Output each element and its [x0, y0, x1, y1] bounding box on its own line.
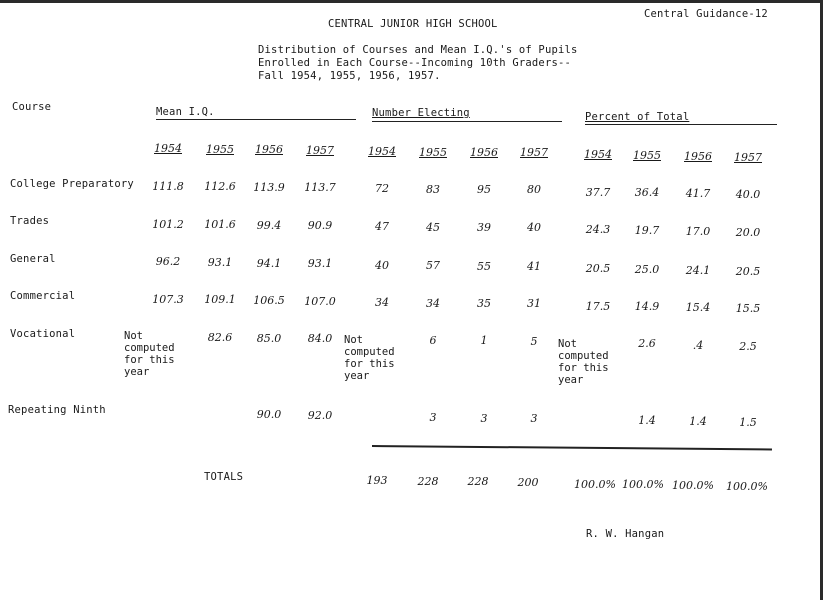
iq-value: 113.7 — [304, 181, 336, 194]
pct-value: 14.9 — [634, 300, 660, 313]
pct-value: 17.0 — [685, 225, 711, 238]
total-pct: 100.0% — [622, 478, 664, 491]
iq-value: 93.1 — [207, 256, 233, 269]
pct-value: 20.0 — [735, 226, 761, 239]
pct-value: 15.4 — [685, 301, 711, 314]
year-num-1955: 1955 — [419, 146, 447, 159]
iq-value: 96.2 — [155, 255, 181, 268]
title-line-3: Fall 1954, 1955, 1956, 1957. — [258, 70, 441, 82]
totals-rule — [372, 445, 772, 450]
pct-value: 1.4 — [689, 415, 707, 428]
num-value: 1 — [480, 334, 488, 347]
year-pct-1956: 1956 — [684, 150, 712, 163]
pct-value: 20.5 — [735, 265, 761, 278]
title-line-2: Enrolled in Each Course--Incoming 10th Graders-- — [258, 57, 572, 69]
iq-value: 101.2 — [152, 218, 184, 231]
pct-value: 41.7 — [685, 187, 711, 200]
signature: R. W. Hangan — [586, 528, 665, 540]
iq-value: 90.0 — [256, 408, 282, 421]
percent-total-rule — [585, 124, 777, 125]
num-value: 55 — [477, 260, 491, 273]
num-value: 3 — [429, 411, 437, 424]
num-value: 41 — [527, 260, 541, 273]
total-num: 228 — [467, 475, 489, 488]
not-computed-note-num: Not computed for this year — [344, 334, 395, 382]
total-num: 200 — [517, 476, 539, 489]
iq-value: 101.6 — [204, 218, 236, 231]
total-num: 193 — [366, 474, 388, 487]
num-value: 5 — [530, 335, 538, 348]
num-value: 3 — [480, 412, 488, 425]
iq-value: 109.1 — [204, 293, 236, 306]
iq-value: 107.0 — [304, 295, 336, 308]
pct-value: 2.6 — [638, 337, 656, 350]
year-iq-1956: 1956 — [255, 143, 283, 156]
iq-value: 92.0 — [307, 409, 333, 422]
course-label: Commercial — [10, 290, 76, 302]
year-pct-1955: 1955 — [633, 149, 661, 162]
not-computed-note-iq: Not computed for this year — [124, 330, 175, 378]
pct-value: 1.4 — [638, 414, 656, 427]
year-num-1956: 1956 — [470, 146, 498, 159]
pct-value: 20.5 — [585, 262, 611, 275]
number-electing-rule — [372, 121, 562, 122]
pct-value: 15.5 — [735, 302, 761, 315]
num-value: 72 — [375, 182, 389, 195]
course-label: General — [10, 253, 56, 265]
iq-value: 85.0 — [256, 332, 282, 345]
iq-value: 111.8 — [152, 180, 184, 193]
iq-value: 106.5 — [253, 294, 285, 307]
course-label: Vocational — [10, 328, 76, 340]
year-iq-1957: 1957 — [306, 144, 334, 157]
school-name: CENTRAL JUNIOR HIGH SCHOOL — [328, 18, 498, 30]
course-header: Course — [12, 101, 52, 113]
course-label: Trades — [10, 215, 50, 227]
iq-value: 82.6 — [207, 331, 233, 344]
year-num-1957: 1957 — [520, 146, 548, 159]
year-iq-1955: 1955 — [206, 143, 234, 156]
num-value: 83 — [426, 183, 440, 196]
iq-value: 84.0 — [307, 332, 333, 345]
num-value: 34 — [375, 296, 389, 309]
mean-iq-rule — [156, 119, 356, 120]
num-value: 6 — [429, 334, 437, 347]
pct-value: 40.0 — [735, 188, 761, 201]
iq-value: 94.1 — [256, 257, 282, 270]
iq-value: 99.4 — [256, 219, 282, 232]
num-value: 3 — [530, 412, 538, 425]
pct-value: 1.5 — [739, 416, 757, 429]
pct-value: 24.3 — [585, 223, 611, 236]
iq-value: 107.3 — [152, 293, 184, 306]
pct-value: .4 — [692, 339, 704, 352]
num-value: 47 — [375, 220, 389, 233]
num-value: 35 — [477, 297, 491, 310]
course-label: College Preparatory — [10, 178, 134, 190]
totals-label: TOTALS — [204, 471, 244, 483]
num-value: 40 — [527, 221, 541, 234]
number-electing-header: Number Electing — [372, 107, 470, 119]
pct-value: 25.0 — [634, 263, 660, 276]
page-edge-top — [0, 0, 823, 3]
pct-value: 37.7 — [585, 186, 611, 199]
total-pct: 100.0% — [726, 480, 768, 493]
year-pct-1954: 1954 — [584, 148, 612, 161]
num-value: 80 — [527, 183, 541, 196]
year-num-1954: 1954 — [368, 145, 396, 158]
iq-value: 90.9 — [307, 219, 333, 232]
num-value: 31 — [527, 297, 541, 310]
title-line-1: Distribution of Courses and Mean I.Q.'s of Pupils — [258, 44, 578, 56]
num-value: 45 — [426, 221, 440, 234]
pct-value: 19.7 — [634, 224, 660, 237]
total-pct: 100.0% — [672, 479, 714, 492]
num-value: 39 — [477, 221, 491, 234]
total-pct: 100.0% — [574, 478, 616, 491]
total-num: 228 — [417, 475, 439, 488]
course-label: Repeating Ninth — [8, 404, 106, 416]
num-value: 40 — [375, 259, 389, 272]
iq-value: 93.1 — [307, 257, 333, 270]
iq-value: 113.9 — [253, 181, 285, 194]
mean-iq-header: Mean I.Q. — [156, 106, 215, 118]
pct-value: 17.5 — [585, 300, 611, 313]
num-value: 95 — [477, 183, 491, 196]
pct-value: 36.4 — [634, 186, 660, 199]
not-computed-note-pct: Not computed for this year — [558, 338, 609, 386]
iq-value: 112.6 — [204, 180, 236, 193]
year-pct-1957: 1957 — [734, 151, 762, 164]
num-value: 34 — [426, 297, 440, 310]
pct-value: 24.1 — [685, 264, 711, 277]
pct-value: 2.5 — [739, 340, 757, 353]
num-value: 57 — [426, 259, 440, 272]
document-reference: Central Guidance-12 — [644, 8, 768, 20]
year-iq-1954: 1954 — [154, 142, 182, 155]
percent-total-header: Percent of Total — [585, 111, 690, 123]
